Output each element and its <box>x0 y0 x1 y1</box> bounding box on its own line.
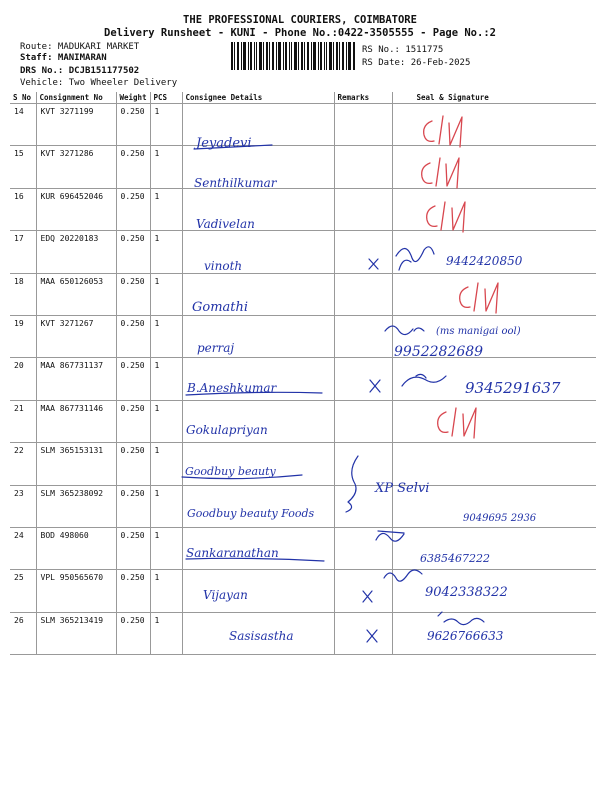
row-sno: 24 <box>10 527 36 569</box>
row-consignment-no: VPL 950565670 <box>36 570 116 612</box>
staff-label: Staff: MANIMARAN <box>20 53 107 63</box>
route-label: Route: MADUKARI MARKET <box>20 42 140 52</box>
handwritten-name: Vadivelan <box>196 217 255 231</box>
row-consignment-no: MAA 867731146 <box>36 400 116 442</box>
handwritten-name: Sasisastha <box>229 629 294 643</box>
row-consignment-no: SLM 365153131 <box>36 443 116 485</box>
row-consignment-no: BOD 498060 <box>36 527 116 569</box>
row-weight: 0.250 <box>116 400 150 442</box>
row-pcs: 1 <box>150 485 182 527</box>
cn-stamp <box>424 116 462 147</box>
row-consignment-no: MAA 650126053 <box>36 273 116 315</box>
row-pcs: 1 <box>150 612 182 654</box>
row-consignment-no: SLM 365238092 <box>36 485 116 527</box>
row-sno: 20 <box>10 358 36 400</box>
row-consignment-no: KVT 3271267 <box>36 315 116 357</box>
handwritten-phone: 9049695 2936 <box>463 513 537 524</box>
handwritten-note: (ms manigai ool) <box>436 326 521 337</box>
row-pcs: 1 <box>150 400 182 442</box>
row-sno: 23 <box>10 485 36 527</box>
row-sno: 19 <box>10 315 36 357</box>
row-pcs: 1 <box>150 188 182 230</box>
row-pcs: 1 <box>150 570 182 612</box>
row-sno: 26 <box>10 612 36 654</box>
handwritten-phone: 9626766633 <box>427 629 504 643</box>
handwritten-name: Gomathi <box>192 300 249 315</box>
col-header-consignee: Consignee Details <box>182 92 334 104</box>
row-pcs: 1 <box>150 104 182 146</box>
row-weight: 0.250 <box>116 146 150 188</box>
cn-stamp <box>438 408 476 438</box>
handwritten-name: Sankaranathan <box>186 546 279 560</box>
row-weight: 0.250 <box>116 527 150 569</box>
handwritten-name: Goodbuy beauty Foods <box>187 507 315 520</box>
row-consignment-no: SLM 365213419 <box>36 612 116 654</box>
col-header-signature: Seal & Signature <box>392 92 596 104</box>
cn-stamp <box>460 283 498 313</box>
handwritten-phone: 9442420850 <box>446 254 523 268</box>
handwritten-phone: 9042338322 <box>425 585 508 600</box>
row-pcs: 1 <box>150 146 182 188</box>
handwritten-signature: XP Selvi <box>375 481 430 496</box>
cn-stamp <box>427 202 465 232</box>
row-weight: 0.250 <box>116 612 150 654</box>
col-header-sno: S No <box>10 92 36 104</box>
row-weight: 0.250 <box>116 104 150 146</box>
row-pcs: 1 <box>150 273 182 315</box>
handwritten-name: Gokulapriyan <box>186 423 268 437</box>
handwritten-phone: 9345291637 <box>465 379 561 397</box>
handwritten-name: Senthilkumar <box>194 176 277 190</box>
handwritten-phone: 6385467222 <box>420 552 490 565</box>
row-sno: 22 <box>10 443 36 485</box>
row-sno: 18 <box>10 273 36 315</box>
row-weight: 0.250 <box>116 443 150 485</box>
row-sno: 25 <box>10 570 36 612</box>
row-consignment-no: MAA 867731137 <box>36 358 116 400</box>
handwritten-name: Goodbuy beauty <box>185 465 276 478</box>
row-sno: 14 <box>10 104 36 146</box>
row-weight: 0.250 <box>116 315 150 357</box>
rs-date: RS Date: 26-Feb-2025 <box>362 58 471 68</box>
row-sno: 17 <box>10 231 36 273</box>
col-header-pcs: PCS <box>150 92 182 104</box>
row-pcs: 1 <box>150 231 182 273</box>
row-pcs: 1 <box>150 527 182 569</box>
col-header-consignment: Consignment No <box>36 92 116 104</box>
row-consignment-no: KVT 3271286 <box>36 146 116 188</box>
row-sno: 21 <box>10 400 36 442</box>
row-consignment-no: KVT 3271199 <box>36 104 116 146</box>
drs-label: DRS No.: DCJB151177502 <box>20 66 140 76</box>
handwritten-name: perraj <box>197 341 235 355</box>
handwritten-name: Jeyadevi <box>196 136 252 151</box>
col-header-weight: Weight <box>116 92 150 104</box>
row-weight: 0.250 <box>116 485 150 527</box>
row-pcs: 1 <box>150 358 182 400</box>
row-pcs: 1 <box>150 315 182 357</box>
col-header-remarks: Remarks <box>334 92 392 104</box>
row-weight: 0.250 <box>116 570 150 612</box>
rs-number: RS No.: 1511775 <box>362 45 444 55</box>
handwritten-name: vinoth <box>204 259 243 273</box>
runsheet-subtitle: Delivery Runsheet - KUNI - Phone No.:0422-3505555 - Page No.:2 <box>104 27 496 39</box>
row-consignment-no: KUR 696452046 <box>36 188 116 230</box>
row-consignment-no: EDQ 20220183 <box>36 231 116 273</box>
vehicle-label: Vehicle: Two Wheeler Delivery <box>20 78 178 88</box>
cn-stamp <box>422 158 459 188</box>
row-weight: 0.250 <box>116 231 150 273</box>
row-sno: 15 <box>10 146 36 188</box>
row-weight: 0.250 <box>116 358 150 400</box>
row-weight: 0.250 <box>116 273 150 315</box>
handwritten-phone: 9952282689 <box>394 344 484 360</box>
handwritten-name: Vijayan <box>203 588 248 602</box>
row-sno: 16 <box>10 188 36 230</box>
handwritten-name: B.Aneshkumar <box>187 381 277 395</box>
row-pcs: 1 <box>150 443 182 485</box>
runsheet-title: THE PROFESSIONAL COURIERS, COIMBATORE <box>183 14 417 26</box>
row-weight: 0.250 <box>116 188 150 230</box>
